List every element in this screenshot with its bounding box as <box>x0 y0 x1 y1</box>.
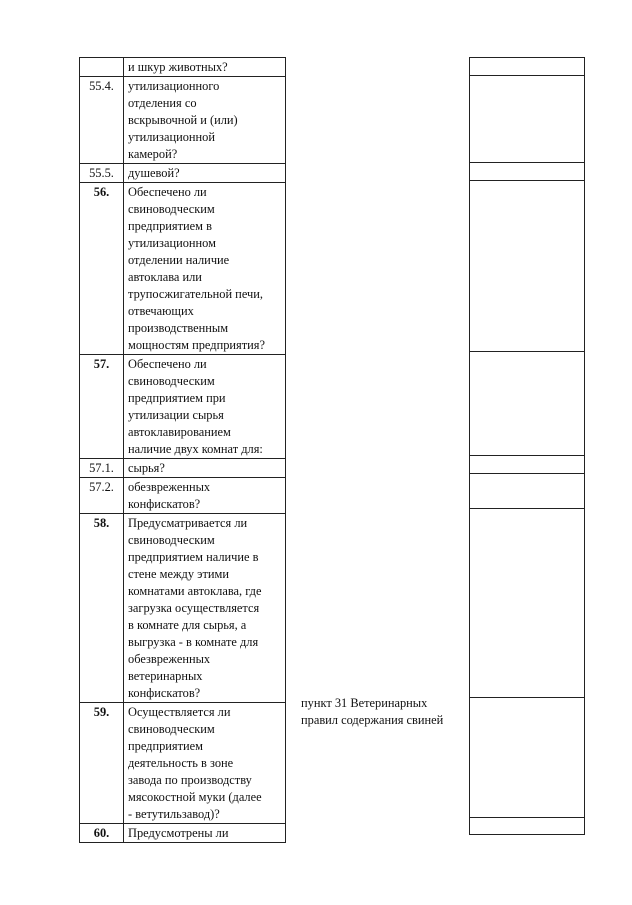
row-number: 57.2. <box>80 478 124 514</box>
table-row <box>80 58 286 77</box>
answer-cell <box>470 352 585 456</box>
row-number: 55.4. <box>80 77 124 164</box>
table-row <box>80 824 286 843</box>
row-question: Предусмотрены ли <box>124 824 286 843</box>
row-question: Обеспечено ли свиноводческим предприятием в утилизационном отделении наличие автоклава или трупосжигательной печи, отвечающих производственным мощностям предприятия? <box>124 183 286 355</box>
row-question: Предусматривается ли свиноводческим предприятием наличие в стене между этими комнатами автоклава, где загрузка осуществляется в комнате для сырья, а выгрузка - в комнате для обезвреженных ветеринарных конфискатов? <box>124 514 286 703</box>
row-number: 59. <box>80 703 124 824</box>
answer-cell <box>470 58 585 76</box>
row-number: 58. <box>80 514 124 703</box>
table-row <box>80 514 286 703</box>
table-row <box>80 183 286 355</box>
answer-cell <box>470 698 585 818</box>
checklist-table <box>79 57 286 843</box>
answer-cell <box>470 76 585 163</box>
row-number: 55.5. <box>80 164 124 183</box>
row-question: Осуществляется ли свиноводческим предприятием деятельность в зоне завода по производству мясокостной муки (далее - ветутильзавод)? <box>124 703 286 824</box>
row-question: утилизационного отделения со вскрывочной и (или) утилизационной камерой? <box>124 77 286 164</box>
row-number: 56. <box>80 183 124 355</box>
table-row <box>80 77 286 164</box>
row-number: 57.1. <box>80 459 124 478</box>
legal-reference: пункт 31 Ветеринарных правил содержания свиней <box>301 696 444 727</box>
row-question: Обеспечено ли свиноводческим предприятием при утилизации сырья автоклавированием наличие двух комнат для: <box>124 355 286 459</box>
row-question: и шкур животных? <box>124 58 286 77</box>
table-row <box>80 703 286 824</box>
row-question: душевой? <box>124 164 286 183</box>
answer-cell <box>470 456 585 474</box>
row-number: 57. <box>80 355 124 459</box>
table-row <box>80 478 286 514</box>
answer-cell <box>470 181 585 352</box>
answer-cell <box>470 474 585 509</box>
table-row <box>80 164 286 183</box>
row-number <box>80 58 124 77</box>
answer-cell <box>470 163 585 181</box>
row-question: сырья? <box>124 459 286 478</box>
row-question: обезвреженных конфискатов? <box>124 478 286 514</box>
row-number: 60. <box>80 824 124 843</box>
table-row <box>80 459 286 478</box>
answer-cell <box>470 509 585 698</box>
table-row <box>80 355 286 459</box>
answer-column-table <box>469 57 585 835</box>
answer-cell <box>470 818 585 835</box>
